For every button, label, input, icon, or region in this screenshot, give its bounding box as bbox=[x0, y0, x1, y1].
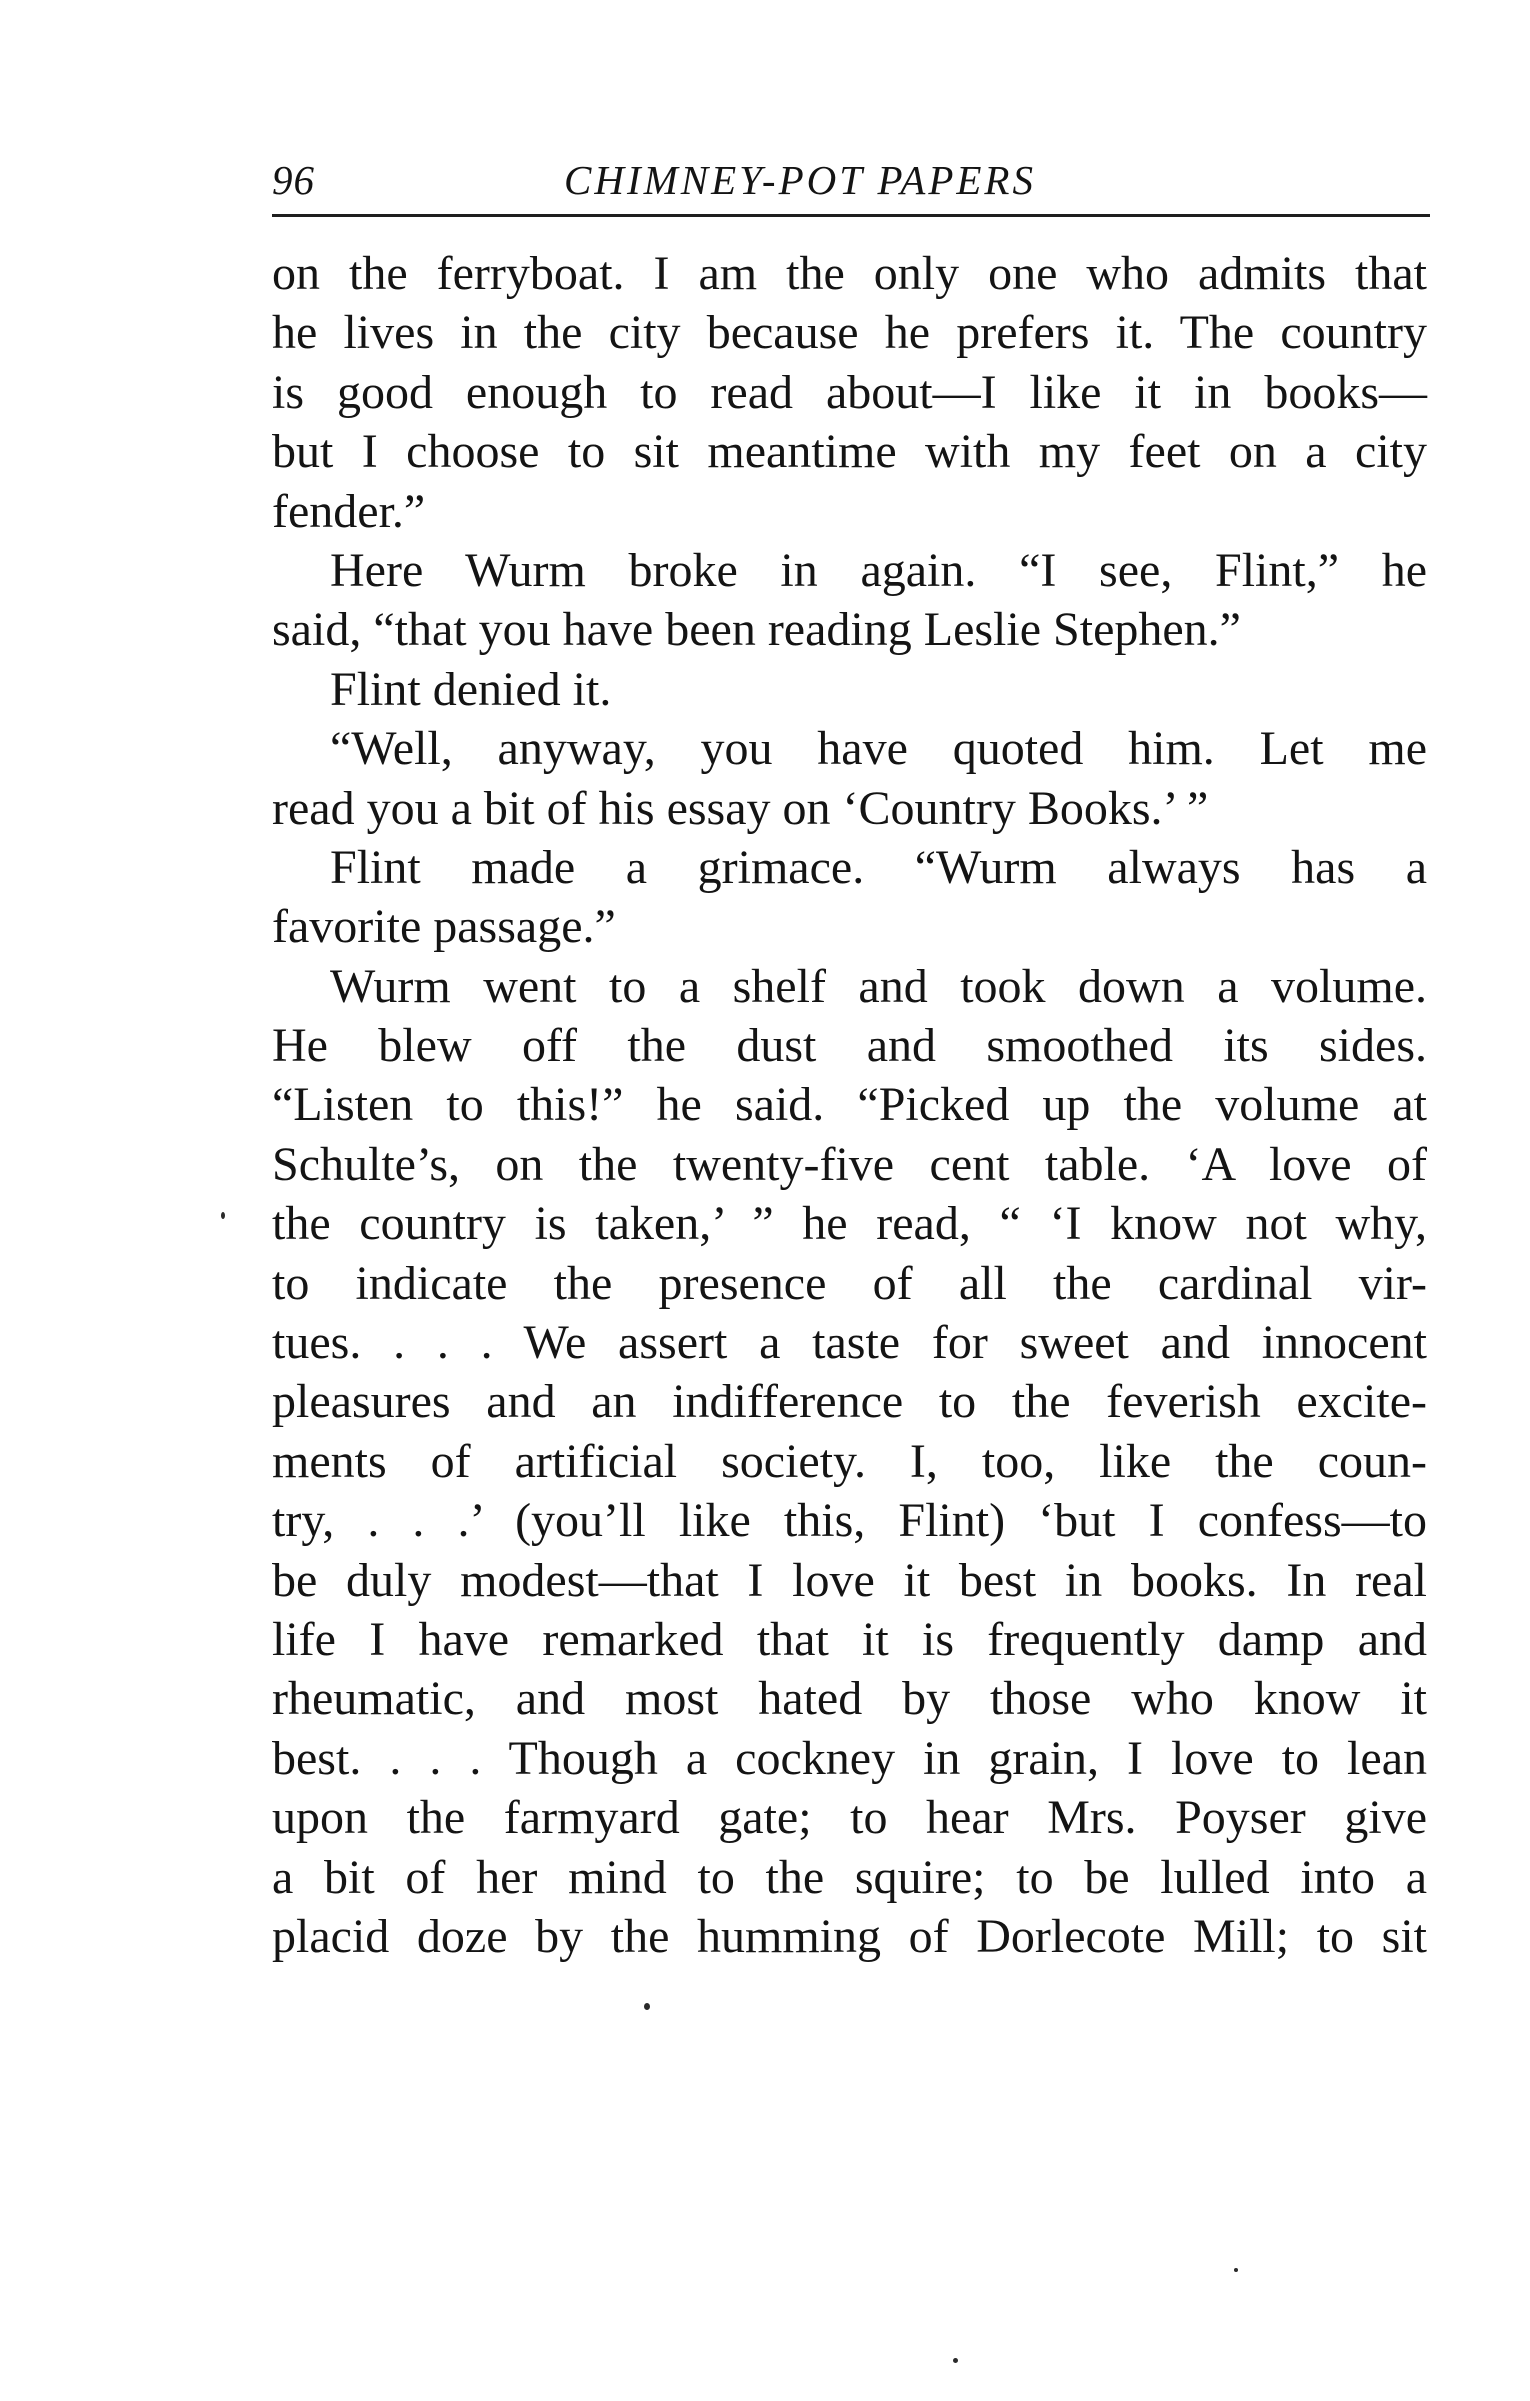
text-line: tues. . . . We assert a taste for sweet and innocent bbox=[272, 1316, 1427, 1370]
text-line: on the ferryboat. I am the only one who admits that bbox=[272, 247, 1427, 300]
text-line: Flint denied it. bbox=[330, 662, 612, 716]
text-line: read you a bit of his essay on ‘Country Books.’ ” bbox=[272, 781, 1209, 835]
page-number: 96 bbox=[272, 157, 315, 203]
text-line: Flint made a grimace. “Wurm always has a bbox=[330, 840, 1427, 894]
body-text bbox=[272, 244, 1427, 1966]
text-line: try, . . .’ (you’ll like this, Flint) ‘but I confess—to bbox=[272, 1494, 1427, 1548]
text-line: He blew off the dust and smoothed its sides. bbox=[272, 1019, 1427, 1073]
running-header bbox=[272, 150, 1430, 210]
text-line: ments of artificial society. I, too, like the coun- bbox=[272, 1434, 1427, 1488]
text-line: be duly modest—that I love it best in books. In real bbox=[272, 1553, 1427, 1607]
text-line: “Well, anyway, you have quoted him. Let me bbox=[330, 722, 1427, 776]
text-line: life I have remarked that it is frequently damp and bbox=[272, 1612, 1427, 1666]
text-line: Here Wurm broke in again. “I see, Flint,” he bbox=[330, 543, 1427, 597]
print-speck bbox=[221, 1212, 225, 1219]
print-speck bbox=[953, 2358, 958, 2363]
text-line: placid doze by the humming of Dorlecote Mill; to sit bbox=[272, 1909, 1427, 1963]
print-speck bbox=[644, 2003, 650, 2010]
text-line: favorite passage.” bbox=[272, 900, 616, 954]
text-line: the country is taken,’ ” he read, “ ‘I know not why, bbox=[272, 1197, 1427, 1251]
text-line: a bit of her mind to the squire; to be lulled into a bbox=[272, 1850, 1427, 1904]
running-title: CHIMNEY-POT PAPERS bbox=[564, 157, 1036, 203]
text-line: to indicate the presence of all the cardinal vir- bbox=[272, 1256, 1427, 1310]
text-line: “Listen to this!” he said. “Picked up the volume at bbox=[272, 1078, 1427, 1132]
text-line: best. . . . Though a cockney in grain, I love to lean bbox=[272, 1731, 1427, 1785]
text-line: upon the farmyard gate; to hear Mrs. Poyser give bbox=[272, 1791, 1427, 1845]
text-line: fender.” bbox=[272, 484, 426, 538]
text-line: he lives in the city because he prefers it. The country bbox=[272, 306, 1427, 360]
text-line: rheumatic, and most hated by those who know it bbox=[272, 1672, 1427, 1726]
text-line: but I choose to sit meantime with my feet on a city bbox=[272, 425, 1427, 479]
header-rule bbox=[272, 214, 1430, 217]
text-line: pleasures and an indifference to the feverish excite- bbox=[272, 1375, 1427, 1429]
print-speck bbox=[1234, 2268, 1238, 2272]
text-line: said, “that you have been reading Leslie Stephen.” bbox=[272, 603, 1241, 657]
text-line: Schulte’s, on the twenty-five cent table. ‘A love of bbox=[272, 1137, 1427, 1191]
text-line: is good enough to read about—I like it in books— bbox=[272, 365, 1427, 419]
text-line: Wurm went to a shelf and took down a volume. bbox=[330, 959, 1427, 1013]
